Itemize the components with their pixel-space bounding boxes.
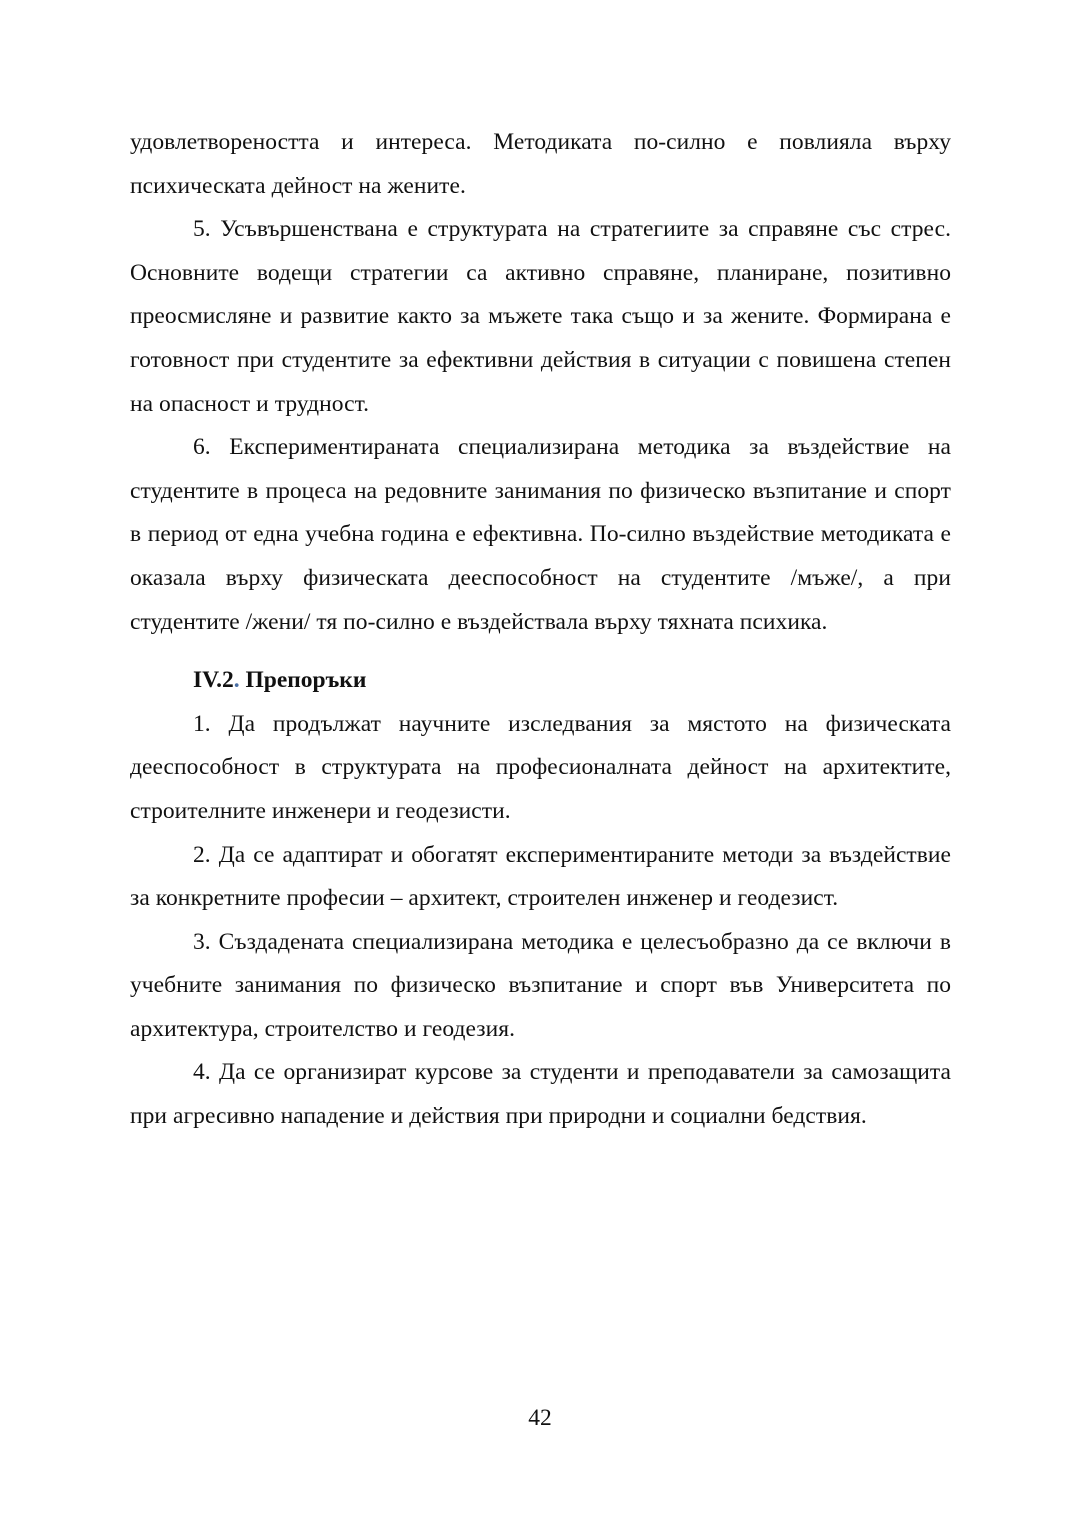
recommendation-4-paragraph: 4. Да се организират курсове за студенти и преподаватели за самозащита при агресивно нападение и действия при природни и социални бедствия. xyxy=(130,1059,951,1130)
conclusion-5-paragraph: 5. Усъвършенствана е структурата на стратегиите за справяне със стрес. Основните водещи стратегии са активно справяне, планиране, позитивно преосмисляне и развитие както за мъжете така също и за жените. Формирана е готовност при студентите за ефективни действия в ситуации с повишена степен на опасност и трудност. xyxy=(130,216,951,417)
recommendation-1-paragraph: 1. Да продължат научните изследвания за мястото на физическата дееспособност в структурата на професионалната дейност на архитектите, строителните инженери и геодезисти. xyxy=(130,710,951,824)
document-page xyxy=(130,121,951,1139)
conclusion-6-paragraph: 6. Експериментираната специализирана методика за въздействие на студентите в процеса на редовните занимания по физическо възпитание и спорт в период от една учебна година е ефективна. По-силно въздействие методиката е оказала върху физическата дееспособност на студентите /мъже/, а при студентите /жени/ тя по-силно е въздействала върху тяхната психика. xyxy=(130,434,951,635)
section-number: IV.2 xyxy=(193,667,234,694)
recommendation-3-paragraph: 3. Създадената специализирана методика е целесъобразно да се включи в учебните занимания по физическо възпитание и спорт във Университета по архитектура, строителство и геодезия. xyxy=(130,928,951,1042)
section-heading xyxy=(130,644,951,703)
continuation-paragraph: удовлетвореността и интереса. Методиката по-силно е повлияла върху психическата дейност на жените. xyxy=(130,129,951,199)
page-number: 42 xyxy=(528,1405,552,1431)
section-number-dot: . xyxy=(233,667,240,694)
recommendation-2-paragraph: 2. Да се адаптират и обогатят експериментираните методи за въздействие за конкретните професии – архитект, строителен инженер и геодезист. xyxy=(130,841,951,912)
section-title: Препоръки xyxy=(239,667,367,694)
